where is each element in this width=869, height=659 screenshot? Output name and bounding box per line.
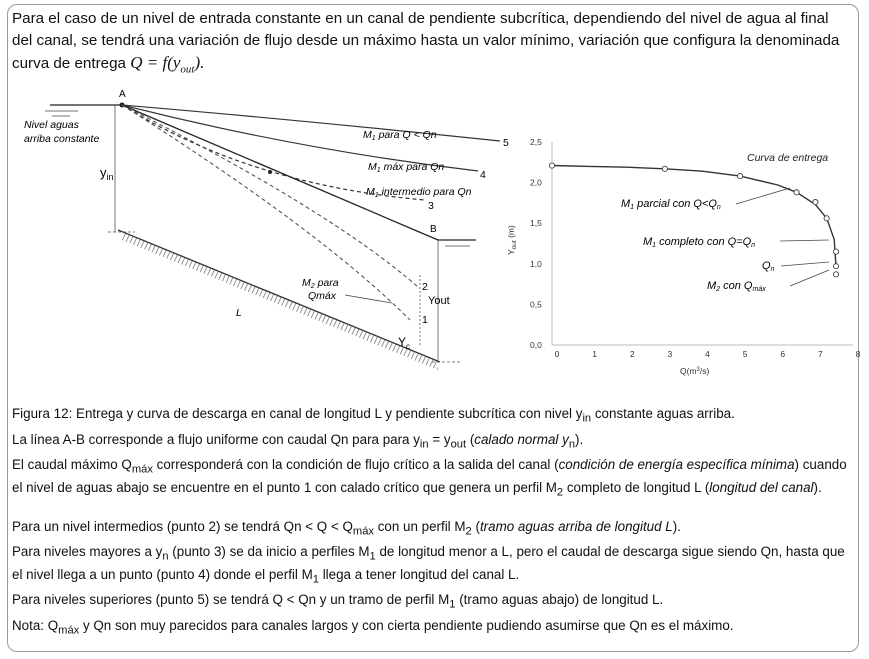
y-tick-label: 1,0 (530, 258, 542, 269)
label-yc: $Y_c$ (398, 335, 411, 351)
annotation-m2-max: M2 con Qmáx (707, 280, 766, 293)
label-yin: $y_{in}$ (100, 165, 114, 182)
x-tick-label: 3 (667, 349, 673, 359)
label-nivel-2: arriba constante (24, 133, 100, 145)
data-point (833, 264, 838, 269)
y-tick-label: 0,5 (530, 299, 542, 310)
label-point-b: B (430, 224, 437, 235)
label-point-2: 2 (422, 281, 428, 293)
data-point (794, 190, 799, 195)
delivery-curve-chart (506, 137, 861, 376)
label-point-1: 1 (422, 314, 428, 326)
y-tick-label: 1,5 (530, 218, 542, 229)
intro-text: Para el caso de un nivel de entrada constante en un canal de pendiente subcrítica, dependiendo del nivel de agua al final del canal, se tendrá una variación de flujo desde un máximo hasta un valor mínimo, variación que configura la denominada curva de entrega (12, 10, 840, 72)
label-point-a: A (119, 89, 126, 100)
label-m2-qmax: Qmáx (308, 290, 337, 302)
label-m1-max: M1 máx para Qn (368, 161, 445, 174)
data-point (833, 249, 838, 254)
x-tick-label: 1 (592, 349, 597, 359)
caption-4: Para un nivel intermedios (punto 2) se tendrá $Qn < Q < Q_{máx}$ con un perfil $M_2$ (tramo aguas arriba de longitud L). (12, 519, 681, 538)
channel-sketch (24, 89, 509, 370)
y-tick-label: 2,0 (530, 177, 542, 188)
caption-1: Figura 12: Entrega y curva de descarga en canal de longitud L y pendiente subcrítica con nivel $y_{in}$ constante aguas arriba. (12, 406, 735, 425)
y-tick-label: 0,0 (530, 340, 542, 350)
caption-2: La línea A-B corresponde a flujo uniforme con caudal Qn para para $y_{in} = y_{out}$ (calado normal $y_n$). (12, 432, 584, 451)
data-point (833, 272, 838, 277)
caption-7: Nota: $Q_{máx}$ y Qn son muy parecidos para canales largos y con cierta pendiente pudiendo asumirse que Qn es el máximo. (12, 618, 734, 637)
x-tick-label: 5 (742, 349, 748, 359)
channel-bed (118, 230, 440, 362)
data-point (738, 174, 743, 179)
data-point (549, 163, 554, 168)
series-markers (549, 163, 838, 277)
label-nivel-1: Nivel aguas (24, 119, 79, 131)
caption-3: El caudal máximo $Q_{máx}$ corresponderá con la condición de flujo crítico a la salida del canal (condición de energía específica mínima) cuando el nivel de aguas abajo se encuentre en el punto 1 con calado crítico que genera un perfil $M_2$ completo de longitud L (longitud del canal). (12, 457, 847, 499)
label-point-5: 5 (503, 137, 509, 149)
annotation-qn: Qn (762, 260, 775, 273)
caption-6: Para niveles superiores (punto 5) se tendrá Q < Qn y un tramo de perfil $M_1$ (tramo aguas abajo) de longitud L. (12, 592, 664, 611)
label-length: L (236, 307, 242, 319)
x-tick-label: 4 (705, 349, 710, 359)
x-tick-label: 8 (855, 349, 861, 359)
annotation-completo: M1 completo con Q=Qn (643, 236, 756, 249)
series-line (552, 166, 836, 268)
x-axis-label: $Q(m^3/s)$ (680, 366, 710, 376)
x-tick-label: 0 (554, 349, 560, 359)
x-tick-label: 7 (818, 349, 823, 359)
label-point-3: 3 (428, 200, 434, 212)
label-yout: Yout (428, 295, 450, 307)
data-point (824, 216, 829, 221)
label-m2-para: M2 para (302, 277, 339, 290)
caption-5: Para niveles mayores a $y_n$ (punto 3) se da inicio a perfiles $M_1$ de longitud menor a L, pero el caudal de descarga sigue siendo Qn, hasta que el nivel llega a un punto (punto 4) donde el perfil $M_1$ llega a tener longitud del canal L. (12, 544, 845, 586)
y-tick-label: 2,5 (530, 137, 542, 147)
data-point (813, 199, 818, 204)
label-m1-intermedio: M1 intermedio para Qn (366, 186, 472, 199)
x-tick-label: 6 (780, 349, 786, 359)
label-m1-q-lt-qn: M1 para Q < Qn (363, 129, 437, 142)
chart-title: Curva de entrega (747, 152, 829, 164)
label-point-4: 4 (480, 169, 486, 181)
data-point (662, 166, 667, 171)
intro-formula: $Q = f(y_{out})$. (130, 53, 205, 76)
x-tick-label: 2 (629, 349, 635, 359)
y-axis-label: $Y_{out}$ (m) (506, 225, 518, 255)
annotation-parcial: M1 parcial con Q<Qn (621, 198, 721, 211)
